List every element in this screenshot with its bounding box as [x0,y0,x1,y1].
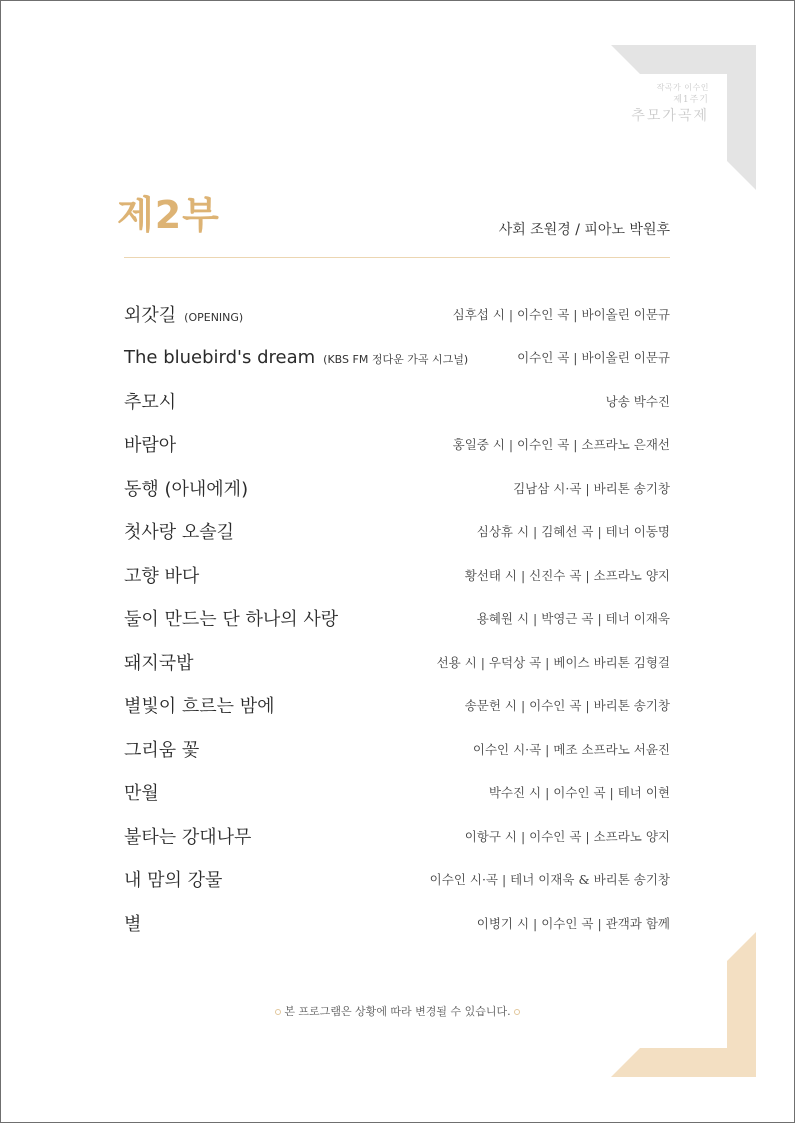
song-credits: 홍일중 시 | 이수인 곡 | 소프라노 은재선 [452,437,670,453]
program-item [124,336,670,380]
song-credits: 이수인 시·곡 | 메조 소프라노 서윤진 [472,741,670,757]
song-title: 바람아 [124,435,177,457]
footer-note [0,1003,795,1019]
song-credits: 심후섭 시 | 이수인 곡 | 바이올린 이문규 [452,306,670,322]
program-list [124,292,670,945]
title-divider [124,257,670,258]
song-title: 동행 (아내에게) [124,478,249,500]
song-credits: 박수진 시 | 이수인 곡 | 테너 이현 [488,785,670,801]
song-title: 둘이 만드는 단 하나의 사랑 [124,609,339,631]
program-item [124,597,670,641]
song-block [124,562,199,588]
program-item [124,684,670,728]
song-title: 추모시 [124,391,177,413]
program-item [124,814,670,858]
song-credits: 이항구 시 | 이수인 곡 | 소프라노 양지 [464,828,670,844]
song-credits: 심상휴 시 | 김혜선 곡 | 테너 이동명 [476,524,670,540]
song-block [124,347,468,368]
song-credits: 이수인 곡 | 바이올린 이문규 [517,350,670,366]
song-title: The bluebird's dream [124,346,316,368]
song-block [124,910,141,936]
program-item [124,727,670,771]
song-title: 그리움 꽃 [124,739,200,761]
song-title: 별빛이 흐르는 밤에 [124,696,275,718]
program-item [124,858,670,902]
song-title: 돼지국밥 [124,652,194,674]
song-block [124,779,159,805]
song-note: (KBS FM 정다운 가곡 시그널) [323,352,469,366]
song-block [124,301,243,327]
bullet-icon [275,1009,281,1015]
song-credits: 황선태 시 | 신진수 곡 | 소프라노 양지 [464,567,670,583]
program-item [124,466,670,510]
event-composer: 작곡가 이수인 [656,83,709,92]
song-credits: 낭송 박수진 [605,393,670,409]
song-credits: 이병기 시 | 이수인 곡 | 관객과 함께 [476,915,670,931]
song-title: 불타는 강대나무 [124,826,252,848]
program-item [124,423,670,467]
song-block [124,692,275,718]
event-anniversary: 제1주기 [673,94,709,105]
bullet-icon [514,1009,520,1015]
song-block [124,518,234,544]
song-block [124,431,176,457]
song-title: 첫사랑 오솔길 [124,522,235,544]
song-credits: 선용 시 | 우덕상 곡 | 베이스 바리톤 김형걸 [436,654,670,670]
song-title: 외갓길 [124,304,177,326]
song-title: 별 [124,913,142,935]
part-title: 제2부 [117,193,220,237]
program-item [124,379,670,423]
song-block [124,649,194,675]
song-credits: 이수인 시·곡 | 테너 이재욱 & 바리톤 송기창 [429,872,670,888]
song-block [124,866,222,892]
song-credits: 송문헌 시 | 이수인 곡 | 바리톤 송기창 [464,698,670,714]
song-title: 내 맘의 강물 [124,870,223,892]
song-credits: 김남삼 시·곡 | 바리톤 송기창 [513,480,670,496]
song-block [124,605,338,631]
song-block [124,475,248,501]
program-item [124,901,670,945]
event-title: 추모가곡제 [631,107,709,124]
song-title: 고향 바다 [124,565,200,587]
program-item [124,553,670,597]
program-item [124,640,670,684]
song-credits: 용혜원 시 | 박영근 곡 | 테너 이재욱 [476,611,670,627]
song-note: (OPENING) [184,310,244,324]
song-block [124,388,176,414]
program-item [124,510,670,554]
song-block [124,736,199,762]
song-block [124,823,251,849]
event-label [631,84,709,124]
song-title: 만월 [124,783,159,805]
hosts-info: 사회 조원경 / 피아노 박원후 [498,222,670,238]
program-item [124,771,670,815]
footer-note-text: 본 프로그램은 상황에 따라 변경될 수 있습니다. [284,1005,511,1018]
program-item [124,292,670,336]
